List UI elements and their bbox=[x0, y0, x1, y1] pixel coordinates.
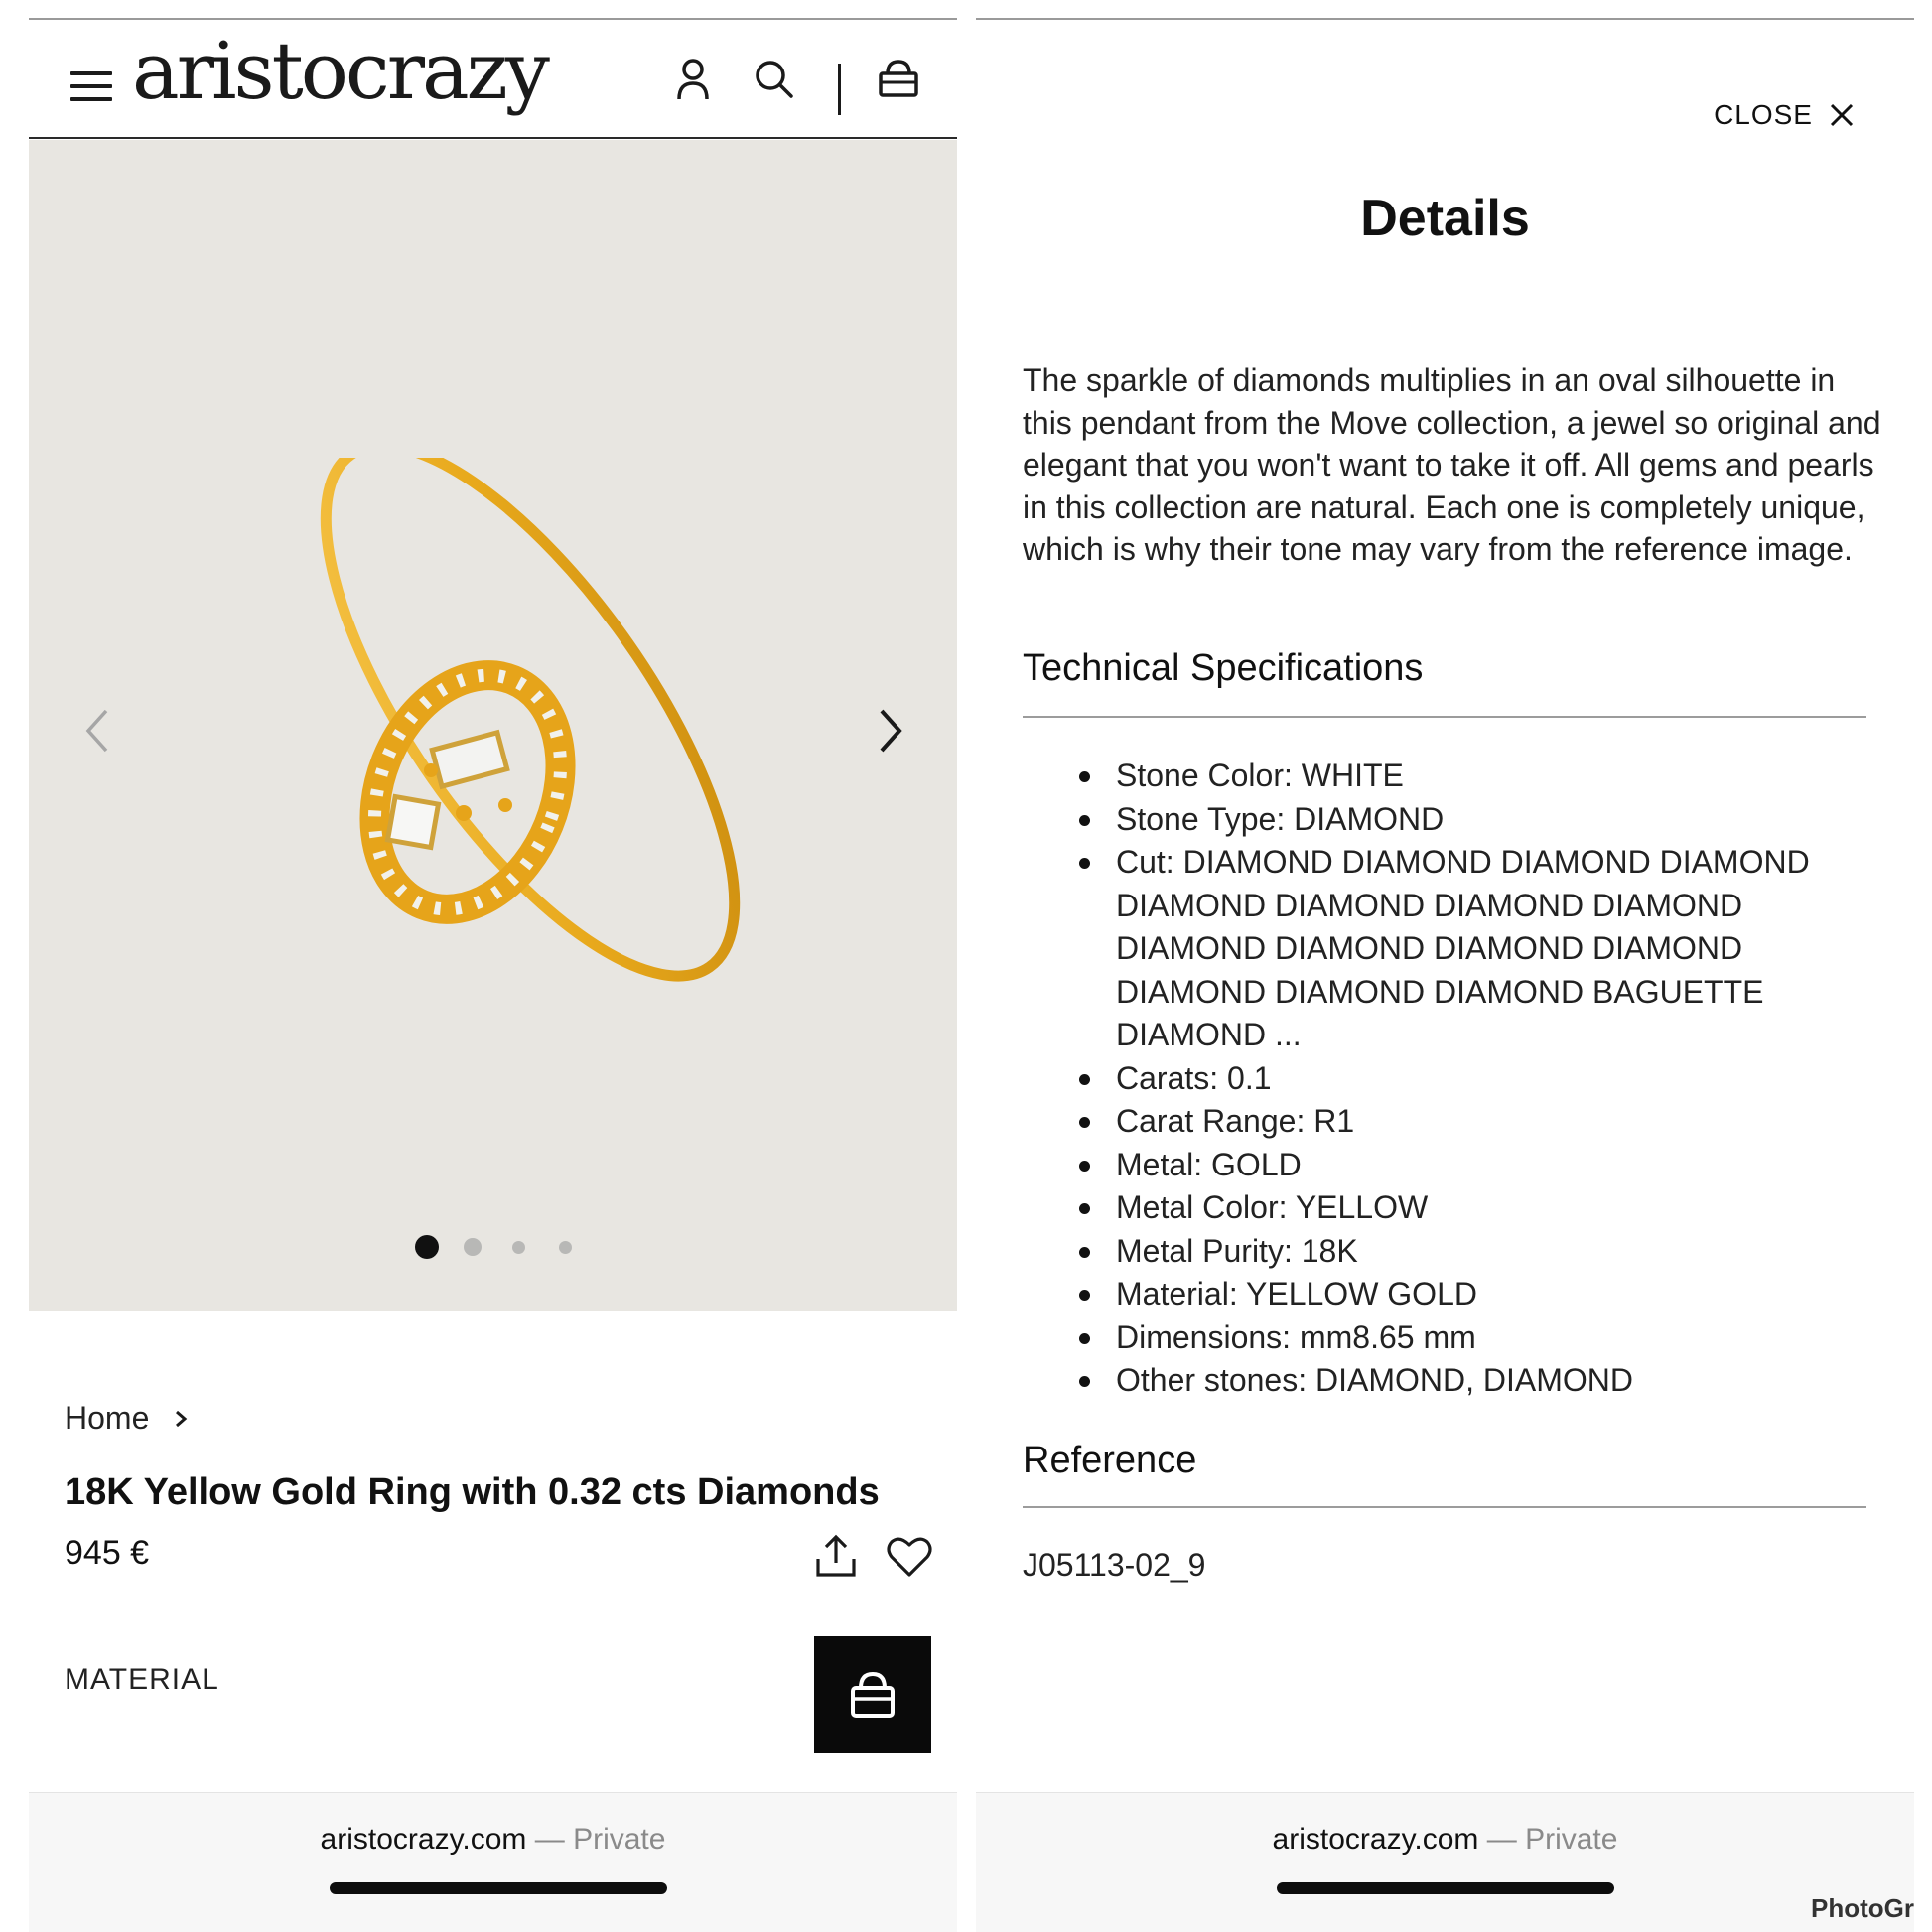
private-mode-label: Private bbox=[1525, 1823, 1618, 1856]
spec-item: Stone Type: DIAMOND bbox=[1023, 798, 1866, 842]
close-icon bbox=[1829, 102, 1855, 128]
material-label: MATERIAL bbox=[65, 1663, 219, 1696]
product-title: 18K Yellow Gold Ring with 0.32 cts Diamonds bbox=[65, 1471, 880, 1513]
previous-image-arrow-icon[interactable] bbox=[69, 696, 128, 765]
spec-item: Metal Color: YELLOW bbox=[1023, 1186, 1866, 1230]
cart-icon[interactable] bbox=[869, 50, 928, 109]
reference-value: J05113-02_9 bbox=[1023, 1547, 1206, 1583]
menu-icon[interactable] bbox=[70, 71, 112, 101]
url-separator: — bbox=[534, 1823, 565, 1856]
browser-url[interactable] bbox=[976, 1823, 1914, 1857]
browser-url[interactable] bbox=[29, 1823, 957, 1857]
url-domain: aristocrazy.com bbox=[1272, 1823, 1479, 1856]
spec-item: Cut: DIAMOND DIAMOND DIAMOND DIAMOND DIAMOND DIAMOND DIAMOND DIAMOND DIAMOND DIAMOND DIAMOND DIAMOND DIAMOND DIAMOND DIAMOND BAGUETTE DIAMOND ... bbox=[1023, 841, 1866, 1057]
section-divider bbox=[1023, 716, 1866, 718]
spec-item: Dimensions: mm8.65 mm bbox=[1023, 1316, 1866, 1360]
status-divider bbox=[976, 18, 1914, 20]
url-domain: aristocrazy.com bbox=[320, 1823, 527, 1856]
site-logo[interactable]: aristocrazy bbox=[132, 25, 547, 117]
technical-specs-heading: Technical Specifications bbox=[1023, 647, 1424, 689]
spec-item: Metal Purity: 18K bbox=[1023, 1230, 1866, 1274]
add-to-cart-button[interactable] bbox=[814, 1636, 931, 1753]
search-icon[interactable] bbox=[745, 50, 804, 109]
product-price: 945 € bbox=[65, 1534, 150, 1572]
reference-heading: Reference bbox=[1023, 1440, 1197, 1481]
close-label: CLOSE bbox=[1714, 99, 1813, 130]
account-icon[interactable] bbox=[663, 50, 723, 109]
share-icon[interactable] bbox=[808, 1529, 864, 1585]
spec-item: Material: YELLOW GOLD bbox=[1023, 1273, 1866, 1316]
close-button[interactable] bbox=[1714, 99, 1855, 131]
product-page-screen bbox=[29, 0, 957, 1932]
wishlist-heart-icon[interactable] bbox=[882, 1529, 937, 1585]
gallery-dot-active[interactable] bbox=[415, 1235, 439, 1259]
gallery-dot[interactable] bbox=[464, 1238, 482, 1256]
next-image-arrow-icon[interactable] bbox=[860, 696, 919, 765]
product-description: The sparkle of diamonds multiplies in an oval silhouette in this pendant from the Move collection, a jewel so original and elegant that you won't want to take it off. All gems and pearls in this collection are natural. Each one is completely unique, which is why their tone may vary from the reference image. bbox=[1023, 362, 1881, 567]
spec-item: Stone Color: WHITE bbox=[1023, 755, 1866, 798]
spec-item: Carats: 0.1 bbox=[1023, 1057, 1866, 1101]
section-divider bbox=[1023, 1506, 1866, 1508]
cart-icon bbox=[814, 1636, 931, 1753]
spec-item: Metal: GOLD bbox=[1023, 1144, 1866, 1187]
browser-bottom-bar bbox=[976, 1792, 1914, 1932]
gallery-pagination bbox=[29, 1232, 957, 1262]
watermark-text: PhotoGr bbox=[1811, 1893, 1914, 1923]
gallery-dot[interactable] bbox=[512, 1241, 525, 1254]
details-panel-screen bbox=[976, 0, 1914, 1932]
chevron-right-icon bbox=[171, 1407, 191, 1431]
url-separator: — bbox=[1486, 1823, 1517, 1856]
breadcrumb bbox=[65, 1400, 191, 1437]
breadcrumb-home-link[interactable]: Home bbox=[65, 1400, 150, 1436]
site-header bbox=[29, 20, 957, 139]
spec-list bbox=[1023, 755, 1866, 1403]
product-image-gallery[interactable] bbox=[29, 140, 957, 1311]
spec-item: Carat Range: R1 bbox=[1023, 1100, 1866, 1144]
home-indicator[interactable] bbox=[330, 1882, 667, 1894]
details-title: Details bbox=[1360, 190, 1530, 247]
spec-item: Other stones: DIAMOND, DIAMOND bbox=[1023, 1359, 1866, 1403]
header-divider bbox=[838, 64, 841, 115]
browser-bottom-bar bbox=[29, 1792, 957, 1932]
gallery-dot[interactable] bbox=[559, 1241, 572, 1254]
private-mode-label: Private bbox=[573, 1823, 666, 1856]
home-indicator[interactable] bbox=[1277, 1882, 1614, 1894]
ring-product-image bbox=[207, 458, 902, 1153]
